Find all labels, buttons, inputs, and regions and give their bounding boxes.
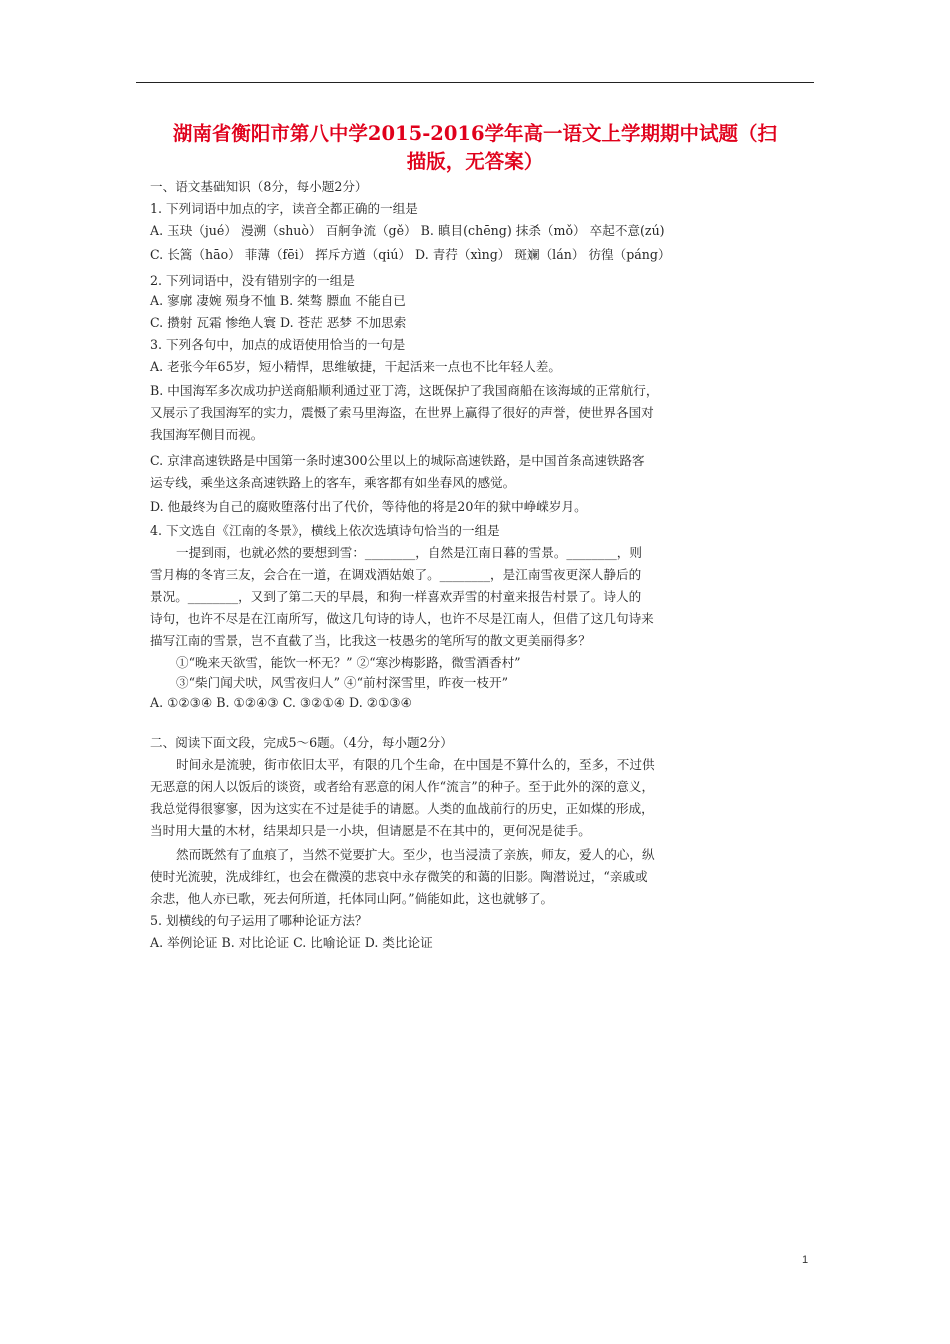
exam-text-line: A. 老张今年65岁，短小精悍，思维敏捷，干起活来一点也不比年轻人差。 bbox=[150, 359, 561, 374]
exam-text-line: A. 举例论证 B. 对比论证 C. 比喻论证 D. 类比论证 bbox=[150, 935, 433, 950]
exam-text-line: ③“柴门闻犬吠，风雪夜归人” ④“前村深雪里，昨夜一枝开” bbox=[176, 675, 509, 690]
title-line-1: 湖南省衡阳市第八中学2015-2016学年高一语文上学期期中试题（扫 bbox=[172, 122, 778, 145]
exam-text-line: 我总觉得很寥寥，因为这实在不过是徒手的请愿。人类的血战前行的历史，正如煤的形成， bbox=[150, 801, 654, 816]
exam-text-line: 无恶意的闲人以饭后的谈资，或者给有恶意的闲人作“流言”的种子。至于此外的深的意义， bbox=[150, 779, 655, 794]
exam-text-line: C. 京津高速铁路是中国第一条时速300公里以上的城际高速铁路，是中国首条高速铁路客 bbox=[150, 453, 645, 468]
exam-text-line: 一提到雨，也就必然的要想到雪：________，自然是江南日暮的雪景。________，则 bbox=[176, 545, 642, 560]
exam-text-line: 景况。________，又到了第二天的早晨，和狗一样喜欢弄雪的村童来报告村景了。诗人的 bbox=[150, 589, 642, 604]
exam-text-line: 二、阅读下面文段，完成5～6题。（4分，每小题2分） bbox=[150, 735, 453, 750]
exam-text-line: C. 长篙（hāo） 菲薄（fēi） 挥斥方遒（qiú） D. 青荇（xìng） 斑斓（lán） 彷徨（páng） bbox=[150, 247, 671, 262]
header-rule bbox=[136, 82, 814, 83]
scanned-exam-image bbox=[150, 172, 734, 950]
exam-text-line: ①“晚来天欲雪，能饮一杯无？” ②“寒沙梅影路，微雪酒香村” bbox=[176, 655, 521, 670]
exam-text-line: 诗句，也许不尽是在江南所写，做这几句诗的诗人，也许不尽是江南人，但借了这几句诗来 bbox=[150, 611, 654, 626]
exam-text-line: 4. 下文选自《江南的冬景》，横线上依次选填诗句恰当的一组是 bbox=[150, 523, 500, 538]
exam-text-line: 1. 下列词语中加点的字，读音全都正确的一组是 bbox=[150, 201, 418, 216]
page-title bbox=[136, 120, 814, 176]
exam-text-line: D. 他最终为自己的腐败堕落付出了代价，等待他的将是20年的狱中峥嵘岁月。 bbox=[150, 499, 587, 514]
exam-text-line: 一、语文基础知识（8分，每小题2分） bbox=[150, 179, 368, 194]
exam-text-line: 又展示了我国海军的实力，震慑了索马里海盗，在世界上赢得了很好的声誉，使世界各国对 bbox=[150, 405, 654, 420]
exam-text-line: 运专线，乘坐这条高速铁路上的客车，乘客都有如坐春风的感觉。 bbox=[150, 475, 516, 490]
exam-text-line: 5. 划横线的句子运用了哪种论证方法？ bbox=[150, 913, 368, 928]
exam-text-line: 当时用大量的木材，结果却只是一小块，但请愿是不在其中的，更何况是徒手。 bbox=[150, 823, 591, 838]
exam-text-line: 描写江南的雪景，岂不直截了当，比我这一枝愚劣的笔所写的散文更美丽得多？ bbox=[150, 633, 591, 648]
page-number: 1 bbox=[802, 1254, 809, 1266]
exam-text-line: A. 寥廓 凄婉 殒身不恤 B. 桀骜 膘血 不能自已 bbox=[150, 293, 406, 308]
title-line-2: 描版，无答案） bbox=[406, 150, 544, 173]
exam-text-line: 2. 下列词语中，没有错别字的一组是 bbox=[150, 273, 355, 288]
exam-text-line: B. 中国海军多次成功护送商船顺利通过亚丁湾，这既保护了我国商船在该海域的正常航行， bbox=[150, 383, 659, 398]
exam-text-line: 时间永是流驶，街市依旧太平，有限的几个生命，在中国是不算什么的，至多，不过供 bbox=[176, 757, 655, 772]
exam-text-line: 然而既然有了血痕了，当然不觉要扩大。至少，也当浸渍了亲族，师友，爱人的心，纵 bbox=[176, 847, 655, 862]
exam-text-line: 我国海军侧目而视。 bbox=[150, 427, 264, 442]
exam-text-line: C. 攒射 瓦霜 惨绝人寰 D. 苍茫 恶梦 不加思索 bbox=[150, 315, 407, 330]
exam-text-line: A. ①②③④ B. ①②④③ C. ③②①④ D. ②①③④ bbox=[150, 695, 412, 710]
exam-text-line: 使时光流驶，洗成绯红，也会在微漠的悲哀中永存微笑的和蔼的旧影。陶潜说过，“亲戚或 bbox=[150, 869, 648, 884]
exam-text-line: A. 玉玦（jué） 漫溯（shuò） 百舸争流（gě） B. 瞋目(chēng) 抹杀（mǒ） 卒起不意(zú) bbox=[150, 223, 665, 238]
exam-text-line: 雪月梅的冬宵三友，会合在一道，在调戏酒姑娘了。________，是江南雪夜更深人静后的 bbox=[150, 567, 642, 582]
exam-text-line: 余悲，他人亦已歌，死去何所道，托体同山阿。”倘能如此，这也就够了。 bbox=[150, 891, 554, 906]
exam-text-line: 3. 下列各句中，加点的成语使用恰当的一句是 bbox=[150, 337, 406, 352]
